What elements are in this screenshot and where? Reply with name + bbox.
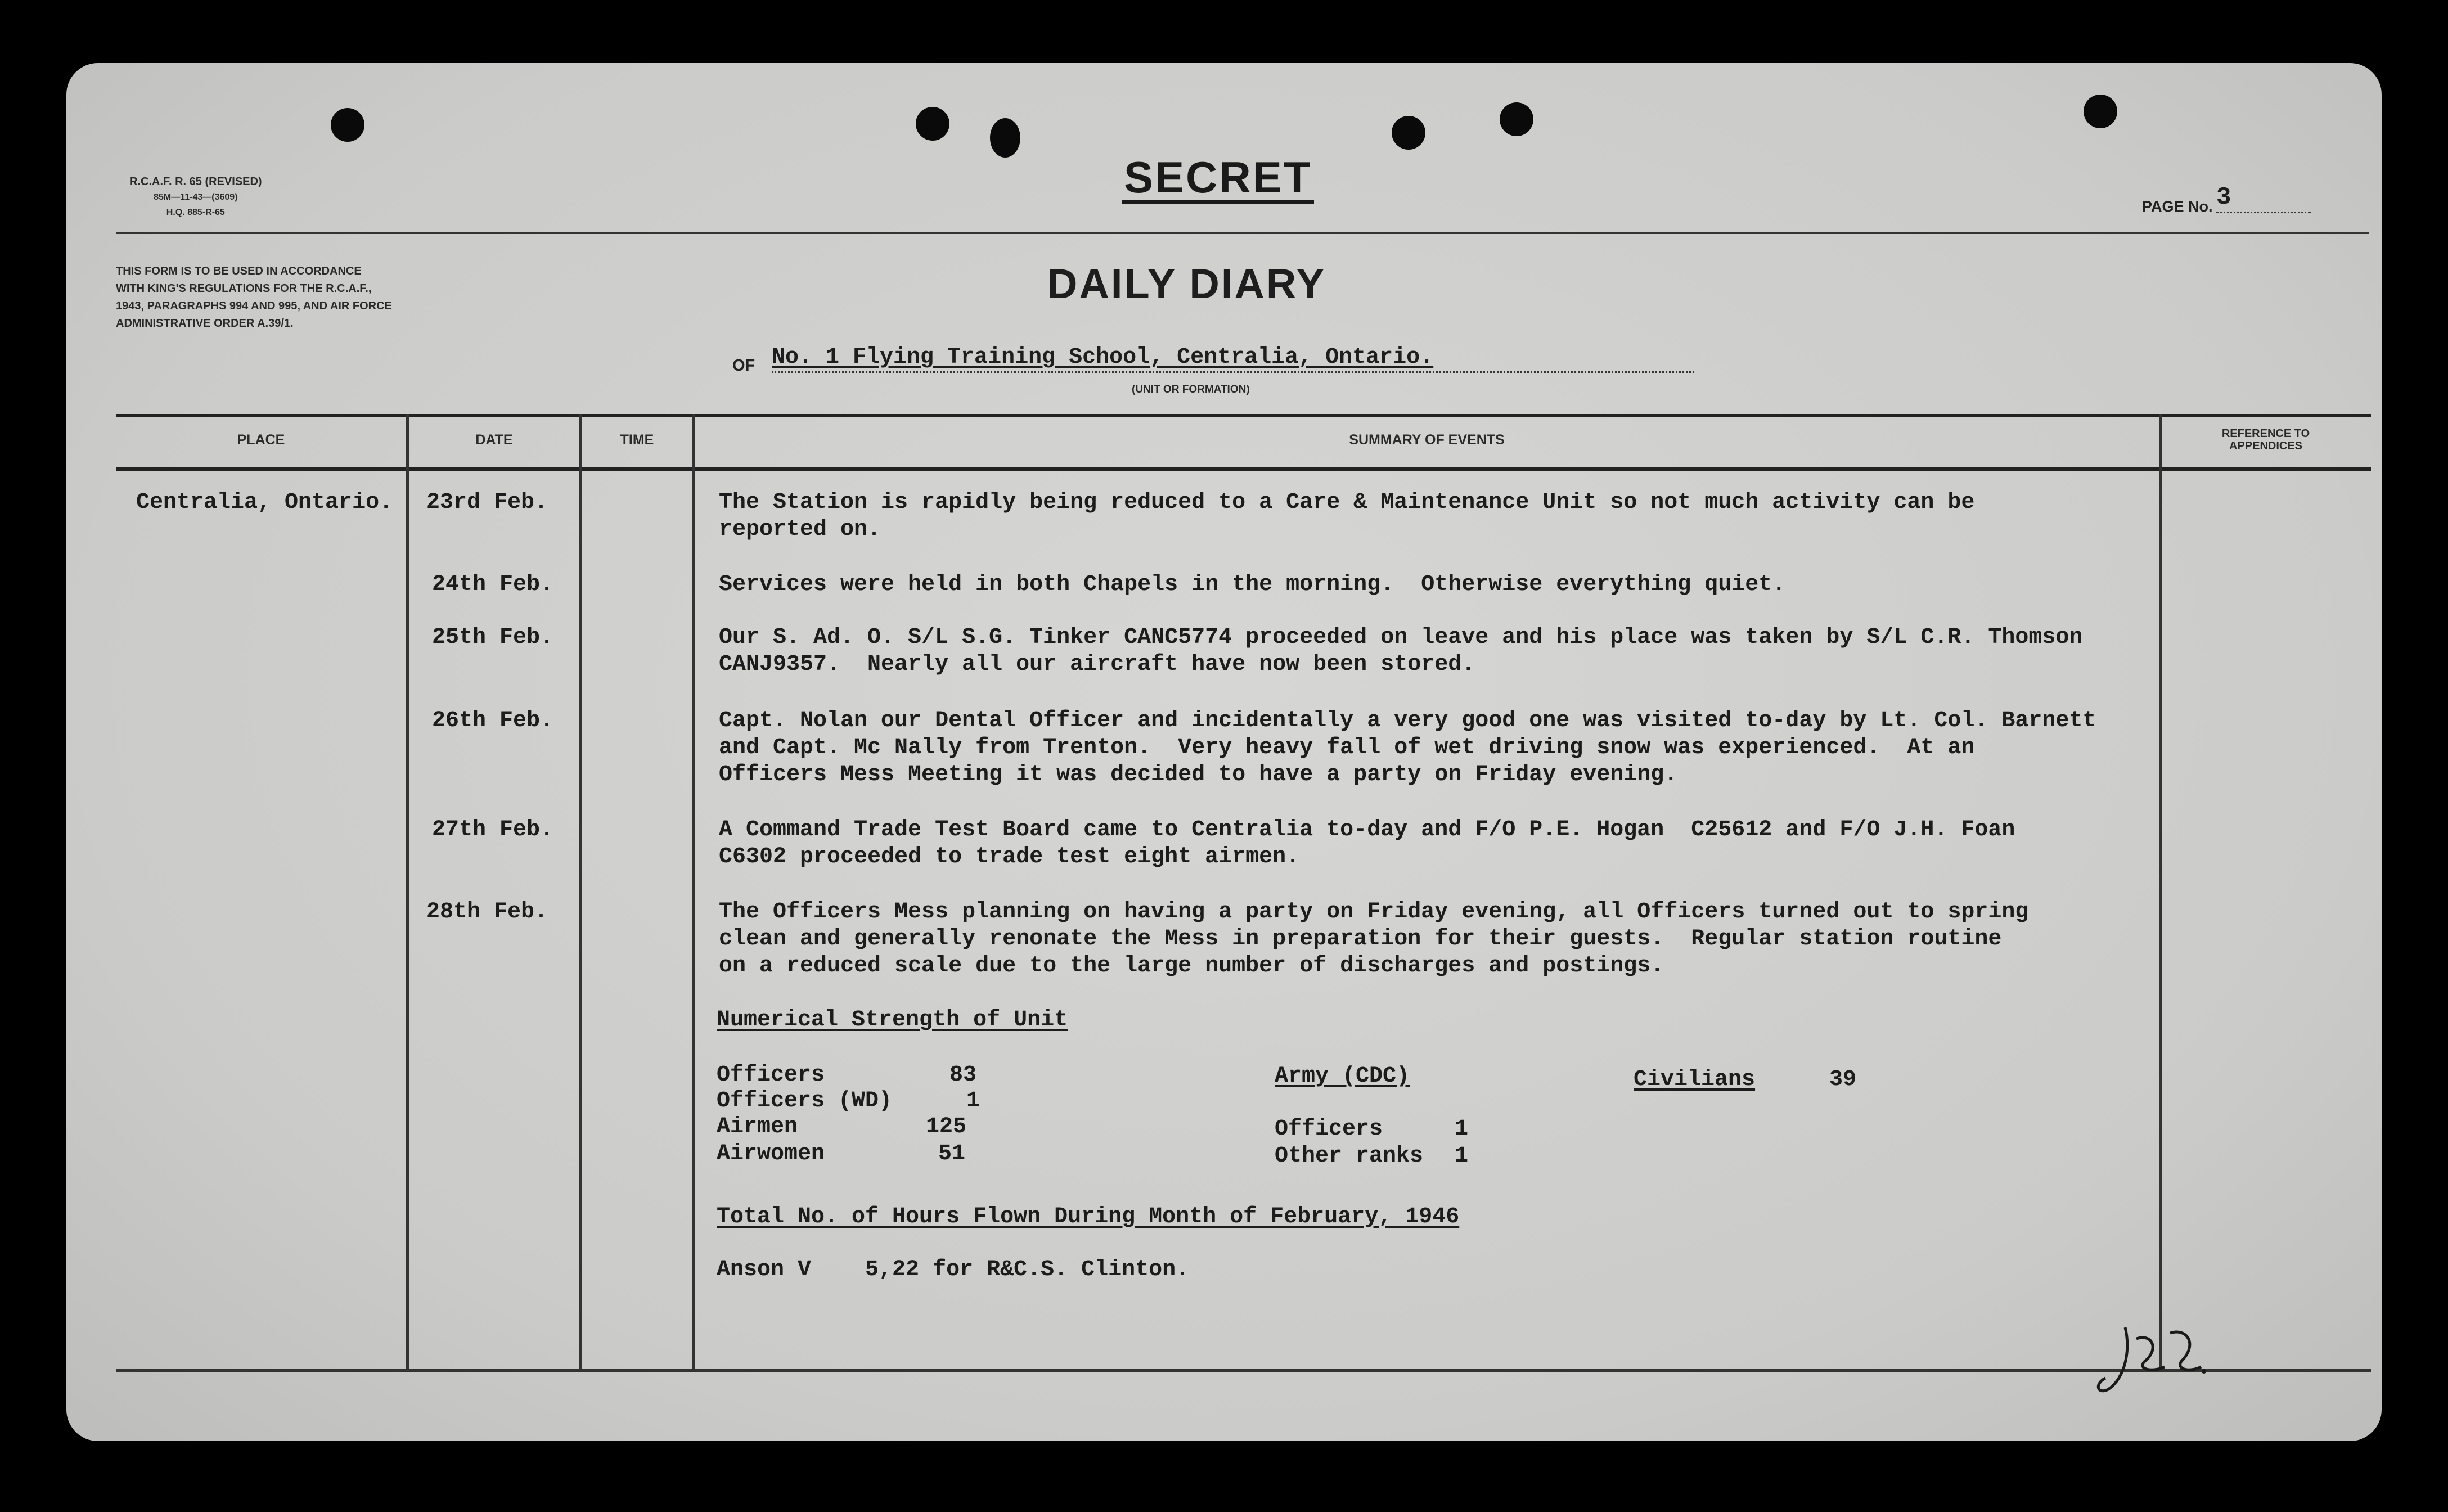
page-number-label: PAGE No.: [2142, 198, 2213, 215]
header-place: PLACE: [237, 432, 285, 448]
punch-hole: [990, 118, 1020, 158]
punch-hole: [916, 107, 950, 141]
strength-heading: Numerical Strength of Unit: [717, 1007, 1068, 1033]
army-label: Officers: [1275, 1117, 1383, 1142]
summary-line: C6302 proceeded to trade test eight airmen.: [719, 844, 1300, 870]
table-rule: [116, 414, 2372, 417]
strength-value: 83: [950, 1063, 977, 1088]
header-reference-line: REFERENCE TO: [2221, 428, 2310, 440]
summary-line: Capt. Nolan our Dental Officer and incidentally a very good one was visited to-day by Lt. Col. Barnett: [719, 708, 2096, 734]
civilians-value: 39: [1829, 1067, 1857, 1092]
place-cell: Centralia, Ontario.: [136, 490, 393, 515]
date-cell: 26th Feb.: [432, 708, 554, 734]
header-reference: [2162, 428, 2370, 452]
page-title: DAILY DIARY: [1047, 260, 1326, 307]
date-cell: 28th Feb.: [426, 899, 548, 925]
table-rule: [116, 467, 2372, 471]
header-date: DATE: [475, 432, 513, 448]
date-cell: 24th Feb.: [432, 572, 554, 597]
form-instructions: [116, 263, 392, 332]
punch-hole: [2084, 94, 2117, 128]
form-hq-code: H.Q. 885-R-65: [166, 208, 225, 217]
army-value: 1: [1455, 1117, 1469, 1142]
summary-line: and Capt. Mc Nally from Trenton. Very heavy fall of wet driving snow was experienced. At an: [719, 735, 1975, 760]
of-label: OF: [732, 357, 755, 375]
page-number: 3: [2216, 183, 2311, 213]
strength-value: 1: [966, 1088, 980, 1114]
summary-line: A Command Trade Test Board came to Centralia to-day and F/O P.E. Hogan C25612 and F/O J.H. Foan: [719, 817, 2015, 843]
divider: [116, 232, 2369, 234]
column-divider: [406, 414, 409, 1370]
instruction-line: THIS FORM IS TO BE USED IN ACCORDANCE: [116, 265, 362, 277]
punch-hole: [1392, 116, 1425, 150]
strength-label: Airwomen: [717, 1141, 825, 1167]
date-cell: 25th Feb.: [432, 625, 554, 650]
unit-caption: (UNIT OR FORMATION): [1132, 384, 1250, 395]
summary-line: reported on.: [719, 517, 881, 542]
diary-page: [66, 63, 2382, 1441]
column-divider: [579, 414, 582, 1370]
punch-hole: [1500, 102, 1533, 136]
summary-line: CANJ9357. Nearly all our aircraft have now been stored.: [719, 652, 1475, 677]
hours-line: Anson V 5,22 for R&C.S. Clinton.: [717, 1257, 1190, 1282]
form-print-code: 85M—11-43—(3609): [154, 192, 238, 202]
classification-stamp: SECRET: [1122, 154, 1314, 204]
summary-line: clean and generally renonate the Mess in preparation for their guests. Regular station routine: [719, 926, 2002, 952]
army-heading: Army (CDC): [1275, 1064, 1410, 1089]
column-divider: [2159, 414, 2162, 1370]
punch-hole: [331, 108, 364, 142]
strength-label: Officers: [717, 1063, 825, 1088]
date-cell: 23rd Feb.: [426, 490, 548, 515]
instruction-line: WITH KING'S REGULATIONS FOR THE R.C.A.F.,: [116, 282, 372, 295]
form-identifier: [129, 174, 262, 220]
unit-name: No. 1 Flying Training School, Centralia, Ontario.: [772, 344, 1694, 373]
summary-line: The Station is rapidly being reduced to a Care & Maintenance Unit so not much activity can be: [719, 490, 1975, 515]
strength-value: 125: [926, 1114, 967, 1140]
column-divider: [692, 414, 695, 1370]
instruction-line: ADMINISTRATIVE ORDER A.39/1.: [116, 317, 294, 330]
army-label: Other ranks: [1275, 1144, 1424, 1169]
strength-value: 51: [938, 1141, 966, 1167]
form-number: R.C.A.F. R. 65 (REVISED): [129, 176, 262, 188]
strength-label: Airmen: [717, 1114, 798, 1140]
header-time: TIME: [620, 432, 654, 448]
date-cell: 27th Feb.: [432, 817, 554, 843]
strength-label: Officers (WD): [717, 1088, 893, 1114]
civilians-label: Civilians: [1634, 1067, 1756, 1092]
header-summary: SUMMARY OF EVENTS: [1349, 432, 1505, 448]
table-rule: [116, 1369, 2372, 1372]
summary-line: Officers Mess Meeting it was decided to have a party on Friday evening.: [719, 762, 1678, 788]
instruction-line: 1943, PARAGRAPHS 994 AND 995, AND AIR FORCE: [116, 300, 392, 312]
summary-line: The Officers Mess planning on having a party on Friday evening, all Officers turned out to spring: [719, 899, 2029, 925]
summary-line: Our S. Ad. O. S/L S.G. Tinker CANC5774 proceeded on leave and his place was taken by S/L C.R. Thomson: [719, 625, 2083, 650]
army-value: 1: [1455, 1144, 1469, 1169]
header-reference-line: APPENDICES: [2229, 440, 2303, 452]
handwritten-initials: [2091, 1316, 2210, 1401]
hours-heading: Total No. of Hours Flown During Month of February, 1946: [717, 1204, 1460, 1230]
summary-line: Services were held in both Chapels in the morning. Otherwise everything quiet.: [719, 572, 1786, 597]
summary-line: on a reduced scale due to the large number of discharges and postings.: [719, 953, 1664, 979]
